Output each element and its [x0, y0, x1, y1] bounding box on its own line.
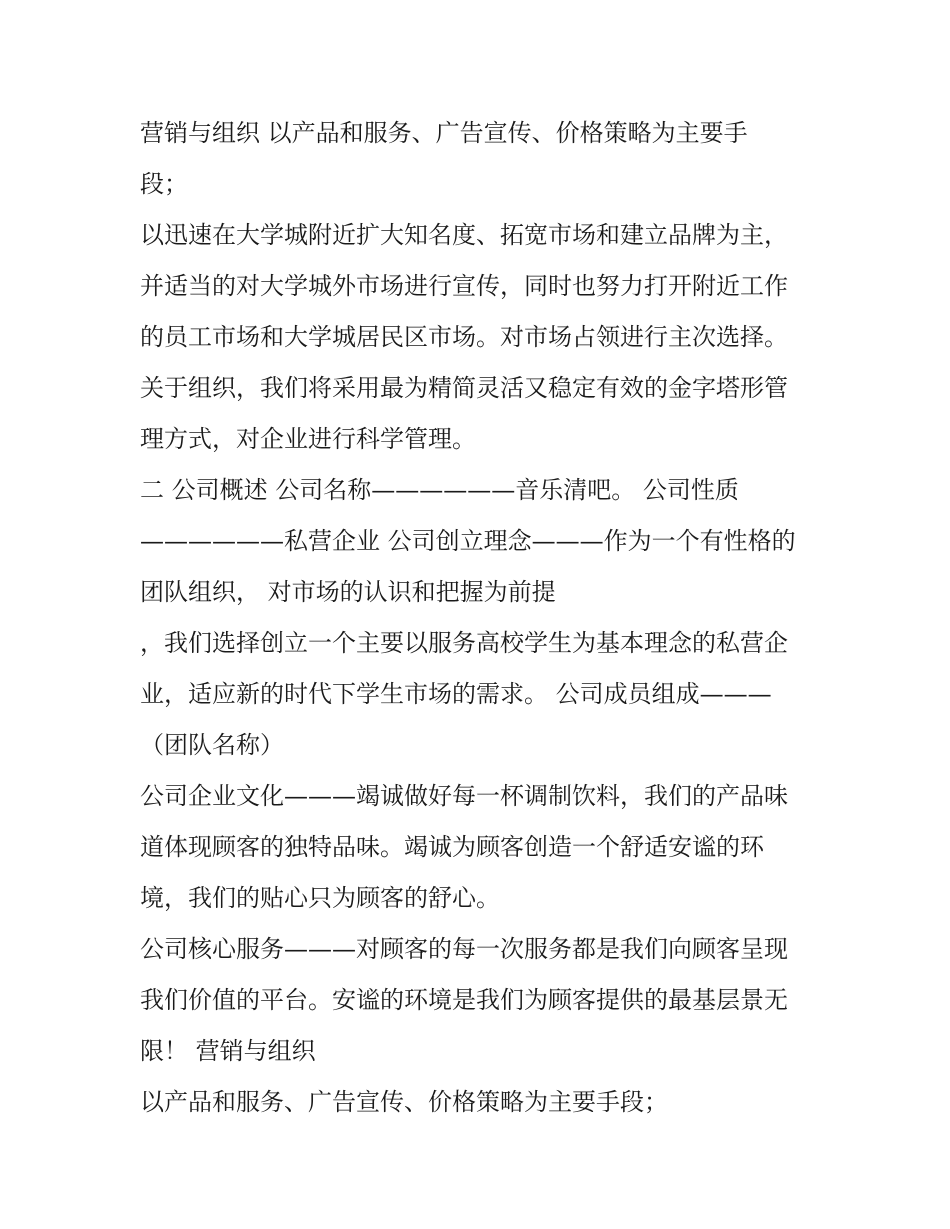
text-line: 限！ 营销与组织	[140, 1037, 316, 1065]
text-line: ——————私营企业 公司创立理念———作为一个有性格的	[140, 527, 796, 555]
text-line: 公司企业文化———竭诚做好每一杯调制饮料，我们的产品味	[140, 782, 788, 810]
text-line: 业，适应新的时代下学生市场的需求。 公司成员组成———	[140, 680, 772, 708]
text-line: 公司核心服务———对顾客的每一次服务都是我们向顾客呈现	[140, 935, 788, 963]
document-body	[140, 108, 820, 1128]
text-line: 营销与组织 以产品和服务、广告宣传、价格策略为主要手	[140, 119, 748, 147]
text-line: 段；	[140, 170, 188, 198]
text-line: 并适当的对大学城外市场进行宣传，同时也努力打开附近工作	[140, 272, 788, 300]
text-line: 以迅速在大学城附近扩大知名度、拓宽市场和建立品牌为主，	[140, 221, 788, 249]
text-line: 的员工市场和大学城居民区市场。对市场占领进行主次选择。	[140, 323, 788, 351]
text-line: 道体现顾客的独特品味。竭诚为顾客创造一个舒适安谧的环	[140, 833, 764, 861]
text-line: 境，我们的贴心只为顾客的舒心。	[140, 884, 500, 912]
text-line: 理方式，对企业进行科学管理。	[140, 425, 476, 453]
text-line: 我们价值的平台。安谧的环境是我们为顾客提供的最基层景无	[140, 986, 788, 1014]
text-line: 关于组织，我们将采用最为精简灵活又稳定有效的金字塔形管	[140, 374, 788, 402]
text-line: ，我们选择创立一个主要以服务高校学生为基本理念的私营企	[140, 629, 788, 657]
text-line: 二 公司概述 公司名称——————音乐清吧。 公司性质	[140, 476, 739, 504]
text-line: 以产品和服务、广告宣传、价格策略为主要手段；	[140, 1088, 668, 1116]
text-line: 团队组织， 对市场的认识和把握为前提	[140, 578, 556, 606]
text-line: （团队名称）	[140, 731, 284, 759]
